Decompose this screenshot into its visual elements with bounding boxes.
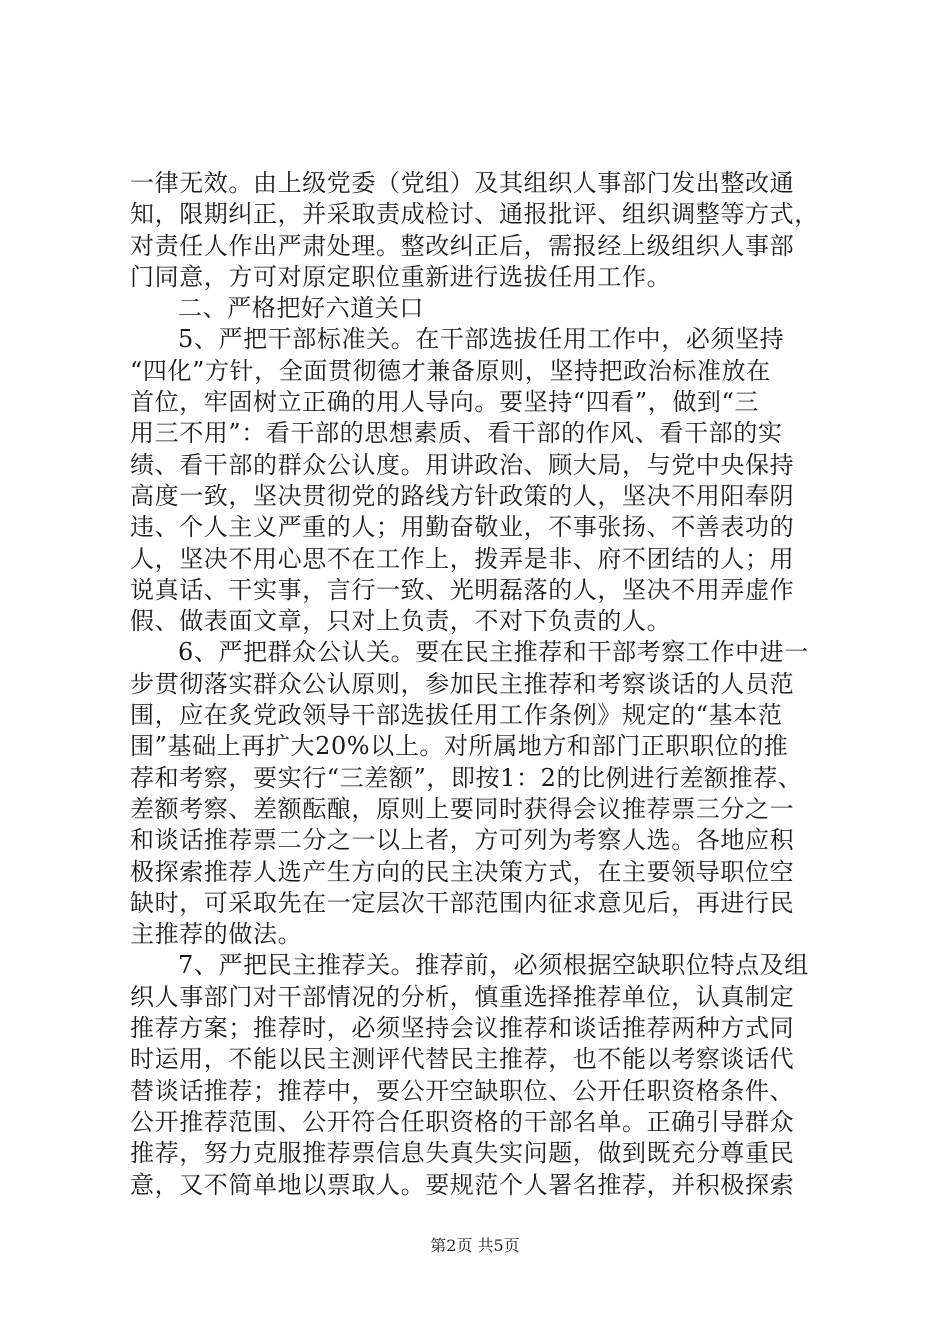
text-line: 主推荐的做法。	[130, 920, 303, 949]
text-line: 推荐，努力克服推荐票信息失真失实问题，做到既充分尊重民	[130, 1139, 795, 1168]
text-line: 人，坚决不用心思不在工作上，拨弄是非、府不团结的人；用	[130, 544, 795, 573]
text-line: 时运用，不能以民主测评代替民主推荐，也不能以考察谈话代	[130, 1045, 795, 1074]
text-line: 高度一致，坚决贯彻党的路线方针政策的人，坚决不用阳奉阴	[130, 481, 795, 510]
text-line: 围，应在炙党政领导干部选拔任用工作条例》规定的“基本范	[130, 701, 783, 730]
text-line: 绩、看干部的群众公认度。用讲政治、顾大局，与党中央保持	[130, 450, 795, 479]
page-footer: 第2页 共5页	[430, 1236, 520, 1255]
text-line: 违、个人主义严重的人；用勤奋敬业，不事张扬、不善表功的	[130, 513, 795, 542]
text-line: 5、严把干部标准关。在干部选拔任用工作中，必须坚持	[178, 325, 785, 354]
text-line: 用三不用”：看干部的思想素质、看干部的作风、看干部的实	[130, 419, 783, 448]
text-line: 说真话、干实事，言行一致、光明磊落的人，坚决不用弄虚作	[130, 575, 795, 604]
text-line: 对责任人作出严肃处理。整改纠正后，需报经上级组织人事部	[130, 231, 795, 260]
text-line: 一律无效。由上级党委（党组）及其组织人事部门发出整改通	[130, 169, 795, 197]
text-line: 意，又不简单地以票取人。要规范个人署名推荐，并积极探索	[130, 1170, 795, 1199]
text-line: 二、严格把好六道关口	[178, 294, 424, 323]
text-line: 缺时，可采取先在一定层次干部范围内征求意见后，再进行民	[130, 888, 795, 917]
text-line: 门同意，方可对原定职位重新进行选拔任用工作。	[130, 262, 672, 291]
text-line: 假、做表面文章，只对上负责，不对下负责的人。	[130, 607, 672, 636]
text-line: 和谈话推荐票二分之一以上者，方可列为考察人选。各地应积	[130, 826, 795, 855]
text-line: 围”基础上再扩大20%以上。对所属地方和部门正职职位的推	[130, 732, 789, 761]
text-line: 公开推荐范围、公开符合任职资格的干部名单。正确引导群众	[130, 1107, 795, 1136]
document-body	[130, 168, 830, 1201]
text-line: 6、严把群众公认关。要在民主推荐和干部考察工作中进一	[178, 638, 809, 667]
text-line: 推荐方案；推荐时，必须坚持会议推荐和谈话推荐两种方式同	[130, 1014, 795, 1043]
text-line: 极探索推荐人选产生方向的民主决策方式，在主要领导职位空	[130, 857, 795, 886]
text-line: 荐和考察，要实行“三差额”，即按1：2的比例进行差额推荐、	[130, 763, 803, 792]
text-line: 差额考察、差额酝酿，原则上要同时获得会议推荐票三分之一	[130, 794, 795, 823]
text-line: 7、严把民主推荐关。推荐前，必须根据空缺职位特点及组	[178, 951, 809, 980]
text-line: 首位，牢固树立正确的用人导向。要坚持“四看”，做到“三	[130, 388, 760, 417]
text-line: 知，限期纠正，并采取责成检讨、通报批评、组织调整等方式，	[130, 200, 819, 229]
text-line: 步贯彻落实群众公认原则，参加民主推荐和考察谈话的人员范	[130, 669, 795, 698]
text-line: “四化”方针，全面贯彻德才兼备原则，坚持把政治标准放在	[130, 356, 771, 385]
text-line: 织人事部门对干部情况的分析，慎重选择推荐单位，认真制定	[130, 982, 795, 1011]
text-line: 替谈话推荐；推荐中，要公开空缺职位、公开任职资格条件、	[130, 1076, 795, 1105]
